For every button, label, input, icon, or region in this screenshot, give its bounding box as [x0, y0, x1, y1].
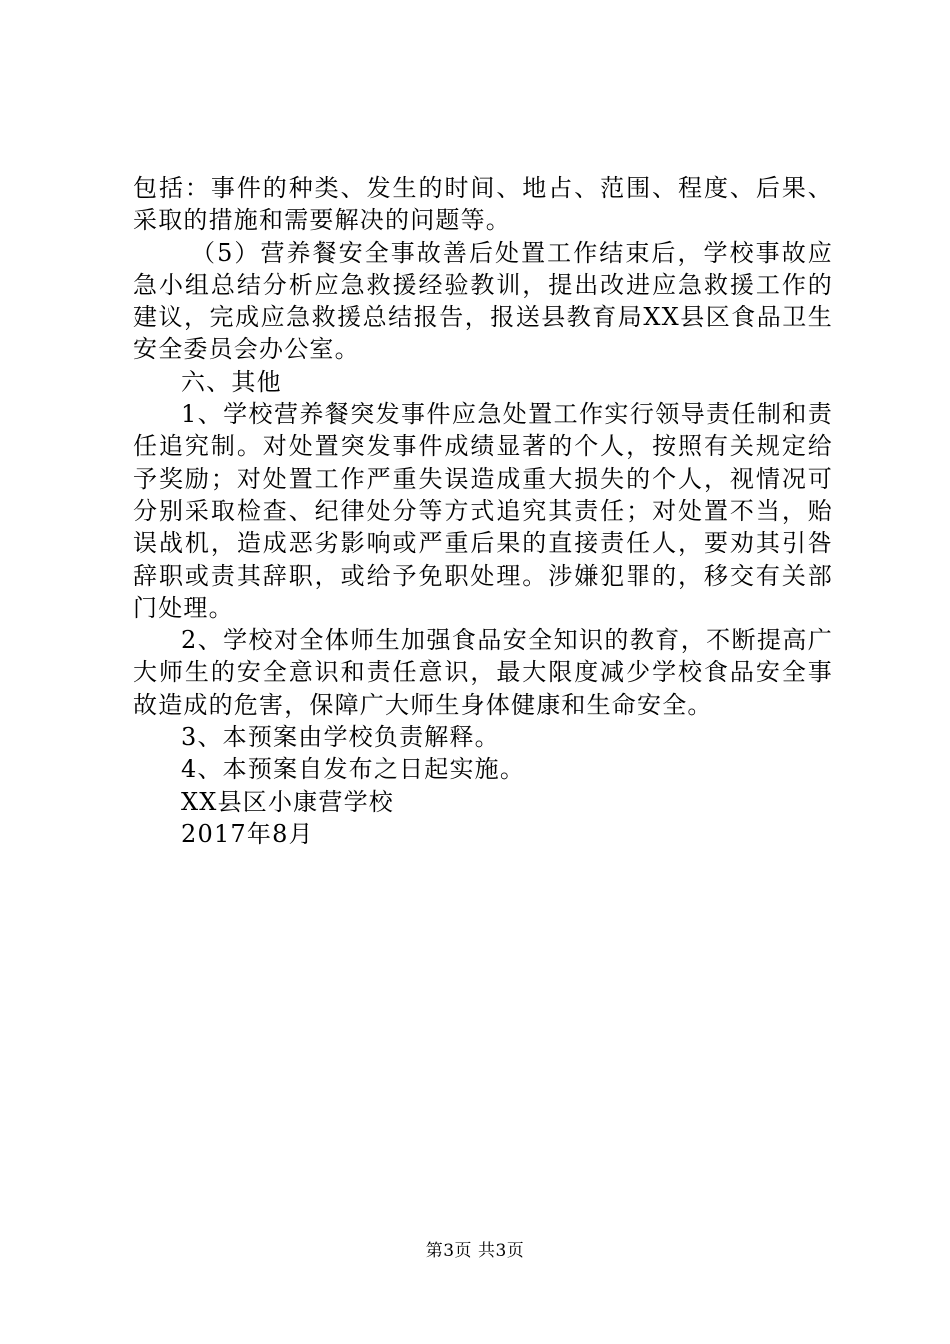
paragraph-item-3: 3、本预案由学校负责解释。: [181, 723, 500, 752]
signature-organization: XX县区小康营学校: [181, 787, 394, 816]
paragraph-continuation: 包括：事件的种类、发生的时间、地占、范围、程度、后果、采取的措施和需要解决的问题等。: [133, 174, 833, 235]
page-number: 第3页 共3页: [425, 1241, 525, 1261]
page-footer: [0, 1240, 950, 1262]
signature-date: 2017年8月: [181, 819, 314, 848]
paragraph-item-2: 2、学校对全体师生加强食品安全知识的教育，不断提高广大师生的安全意识和责任意识，最大限度减少学校食品安全事故造成的危害，保障广大师生身体健康和生命安全。: [133, 626, 833, 719]
section-heading-other: 六、其他: [181, 367, 282, 396]
paragraph-item-4: 4、本预案自发布之日起实施。: [181, 755, 526, 784]
paragraph-aftermath-handling: （5）营养餐安全事故善后处置工作结束后，学校事故应急小组总结分析应急救援经验教训，提出改进应急救援工作的建议，完成应急救援总结报告，报送县教育局XX县区食品卫生安全委员会办公室。: [133, 238, 833, 364]
paragraph-item-1: 1、学校营养餐突发事件应急处置工作实行领导责任制和责任追究制。对处置突发事件成绩显著的个人，按照有关规定给予奖励；对处置工作严重失误造成重大损失的个人，视情况可分别采取检查、纪律处分等方式追究其责任；对处置不当，贻误战机，造成恶劣影响或严重后果的直接责任人，要劝其引咎辞职或责其辞职，或给予免职处理。涉嫌犯罪的，移交有关部门处理。: [133, 400, 833, 622]
document-body: [133, 172, 833, 850]
